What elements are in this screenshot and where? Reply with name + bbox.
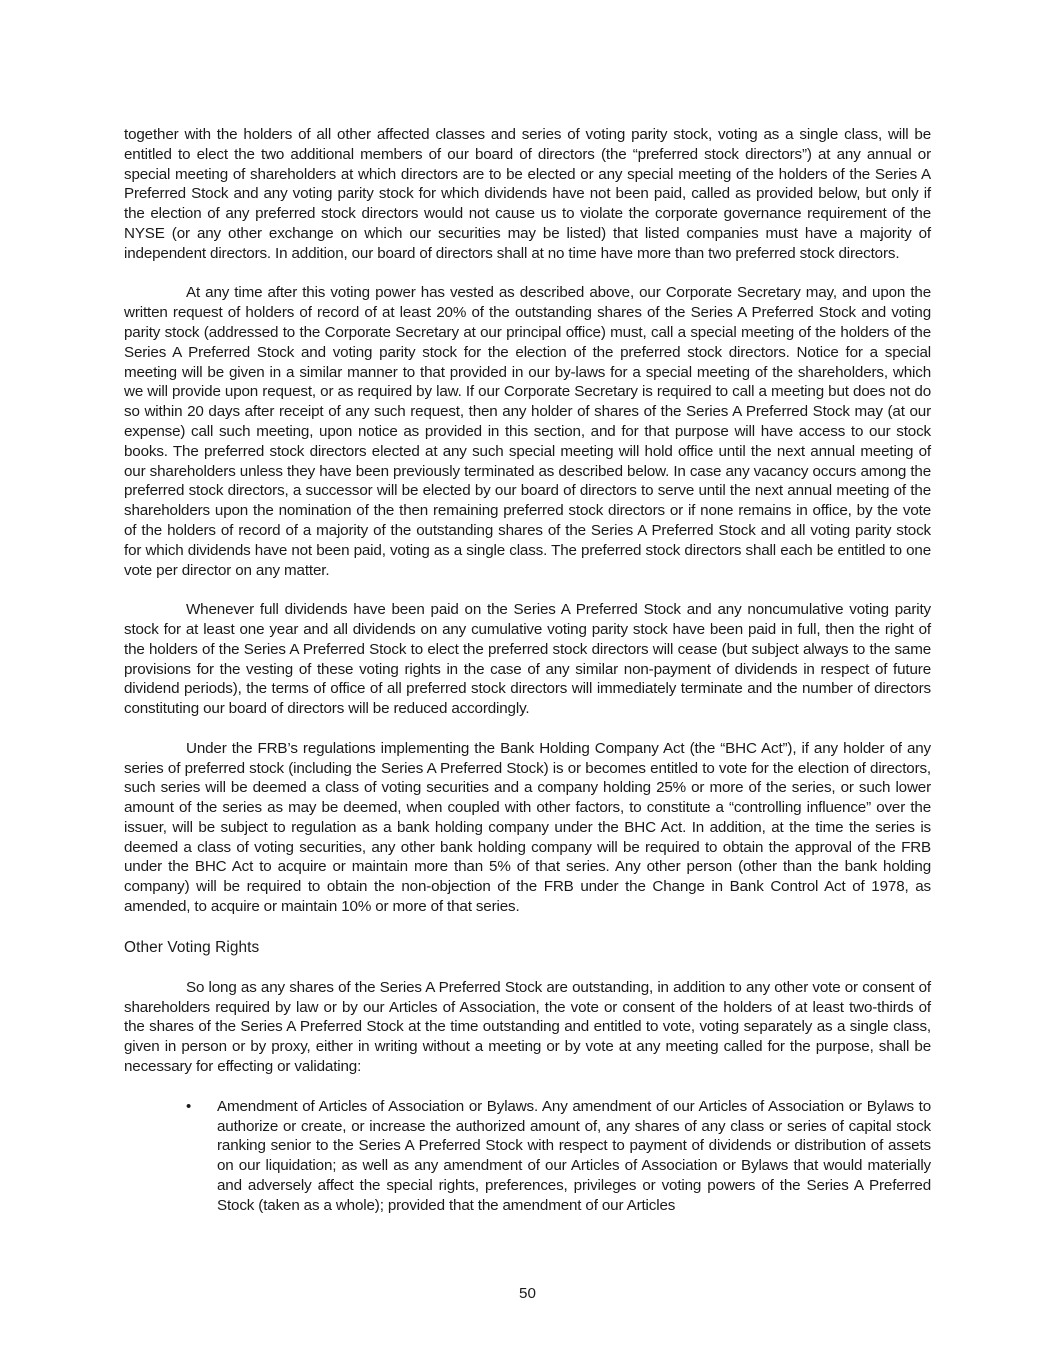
paragraph-bhc-act: Under the FRB’s regulations implementing the Bank Holding Company Act (the “BHC Act”), if any holder of any series of preferred stock (including the Series A Preferred Stock) is or becomes entitled to vote for the election of directors, such series will be deemed a class of voting securities and a company holding 25% or more of the series, or such lower amount of the series as may be deemed, when coupled with other factors, to constitute a “controlling influence” over the issuer, will be subject to regulation as a bank holding company under the BHC Act. In addition, at the time the series is deemed a class of voting securities, any other bank holding company will be required to obtain the approval of the FRB under the BHC Act to acquire or maintain more than 5% of that series. Any other person (other than the bank holding company) will be required to obtain the non-objection of the FRB under the Change in Bank Control Act of 1978, as amended, to acquire or maintain 10% or more of that series. xyxy=(124,739,931,916)
bullet-list xyxy=(124,1097,931,1216)
document-body xyxy=(124,125,931,1216)
bullet-icon: • xyxy=(186,1097,192,1115)
paragraph-continuation: together with the holders of all other affected classes and series of voting parity stock, voting as a single class, will be entitled to elect the two additional members of our board of directors (the “preferred stock directors”) at any annual or special meeting of shareholders at which directors are to be elected or any special meeting of the holders of the Series A Preferred Stock and any voting parity stock for which dividends have not been paid, called as provided below, but only if the election of any preferred stock directors would not cause us to violate the corporate governance requirement of the NYSE (or any other exchange on which our securities may be listed) that listed companies must have a majority of independent directors. In addition, our board of directors shall at no time have more than two preferred stock directors. xyxy=(124,126,931,262)
page-number: 50 xyxy=(519,1285,536,1302)
bullet-text: Amendment of Articles of Association or Bylaws. Any amendment of our Articles of Association or Bylaws to authorize or create, or increase the authorized amount of, any shares of any class or series of capital stock ranking senior to the Series A Preferred Stock with respect to payment of dividends or distribution of assets on our liquidation; as well as any amendment of our Articles of Association or Bylaws that would materially and adversely affect the special rights, preferences, privileges or voting powers of the Series A Preferred Stock (taken as a whole); provided that the amendment of our Articles xyxy=(217,1097,931,1214)
section-heading-other-voting-rights: Other Voting Rights xyxy=(124,938,260,956)
paragraph-special-meeting: At any time after this voting power has vested as described above, our Corporate Secretary may, and upon the written request of holders of record of at least 20% of the outstanding shares of the Series A Preferred Stock and voting parity stock (addressed to the Corporate Secretary at our principal office) must, call a special meeting of the holders of the Series A Preferred Stock and voting parity stock for the election of the preferred stock directors. Notice for a special meeting will be given in a similar manner to that provided in our by-laws for a special meeting of the shareholders, which we will provide upon request, or as required by law. If our Corporate Secretary is required to call a meeting but does not do so within 20 days after receipt of any such request, then any holder of shares of the Series A Preferred Stock may (at our expense) call such meeting, upon notice as provided in this section, and for that purpose will have access to our stock books. The preferred stock directors elected at any such special meeting will hold office until the next annual meeting of our shareholders unless they have been previously terminated as described below. In case any vacancy occurs among the preferred stock directors, a successor will be elected by our board of directors to serve until the next annual meeting of the shareholders upon the nomination of the then remaining preferred stock directors or if none remains in office, by the vote of the holders of record of a majority of the outstanding shares of the Series A Preferred Stock and all voting parity stock for which dividends have not been paid, voting as a single class. The preferred stock directors shall each be entitled to one vote per director on any matter. xyxy=(124,284,931,579)
paragraph-dividends-paid: Whenever full dividends have been paid on the Series A Preferred Stock and any noncumulative voting parity stock for at least one year and all dividends on any cumulative voting parity stock have been paid in full, then the right of the holders of the Series A Preferred Stock to elect the preferred stock directors will cease (but subject always to the same provisions for the vesting of these voting rights in the case of any similar non-payment of dividends in respect of future dividend periods), the terms of office of all preferred stock directors will immediately terminate and the number of directors constituting our board of directors will be reduced accordingly. xyxy=(124,601,931,718)
list-item xyxy=(124,1097,931,1216)
paragraph-other-voting-rights: So long as any shares of the Series A Preferred Stock are outstanding, in addition to any other vote or consent of shareholders required by law or by our Articles of Association, the vote or consent of the holders of at least two-thirds of the shares of the Series A Preferred Stock at the time outstanding and entitled to vote, voting separately as a single class, given in person or by proxy, either in writing without a meeting or by vote at any meeting called for the purpose, shall be necessary for effecting or validating: xyxy=(124,978,931,1076)
